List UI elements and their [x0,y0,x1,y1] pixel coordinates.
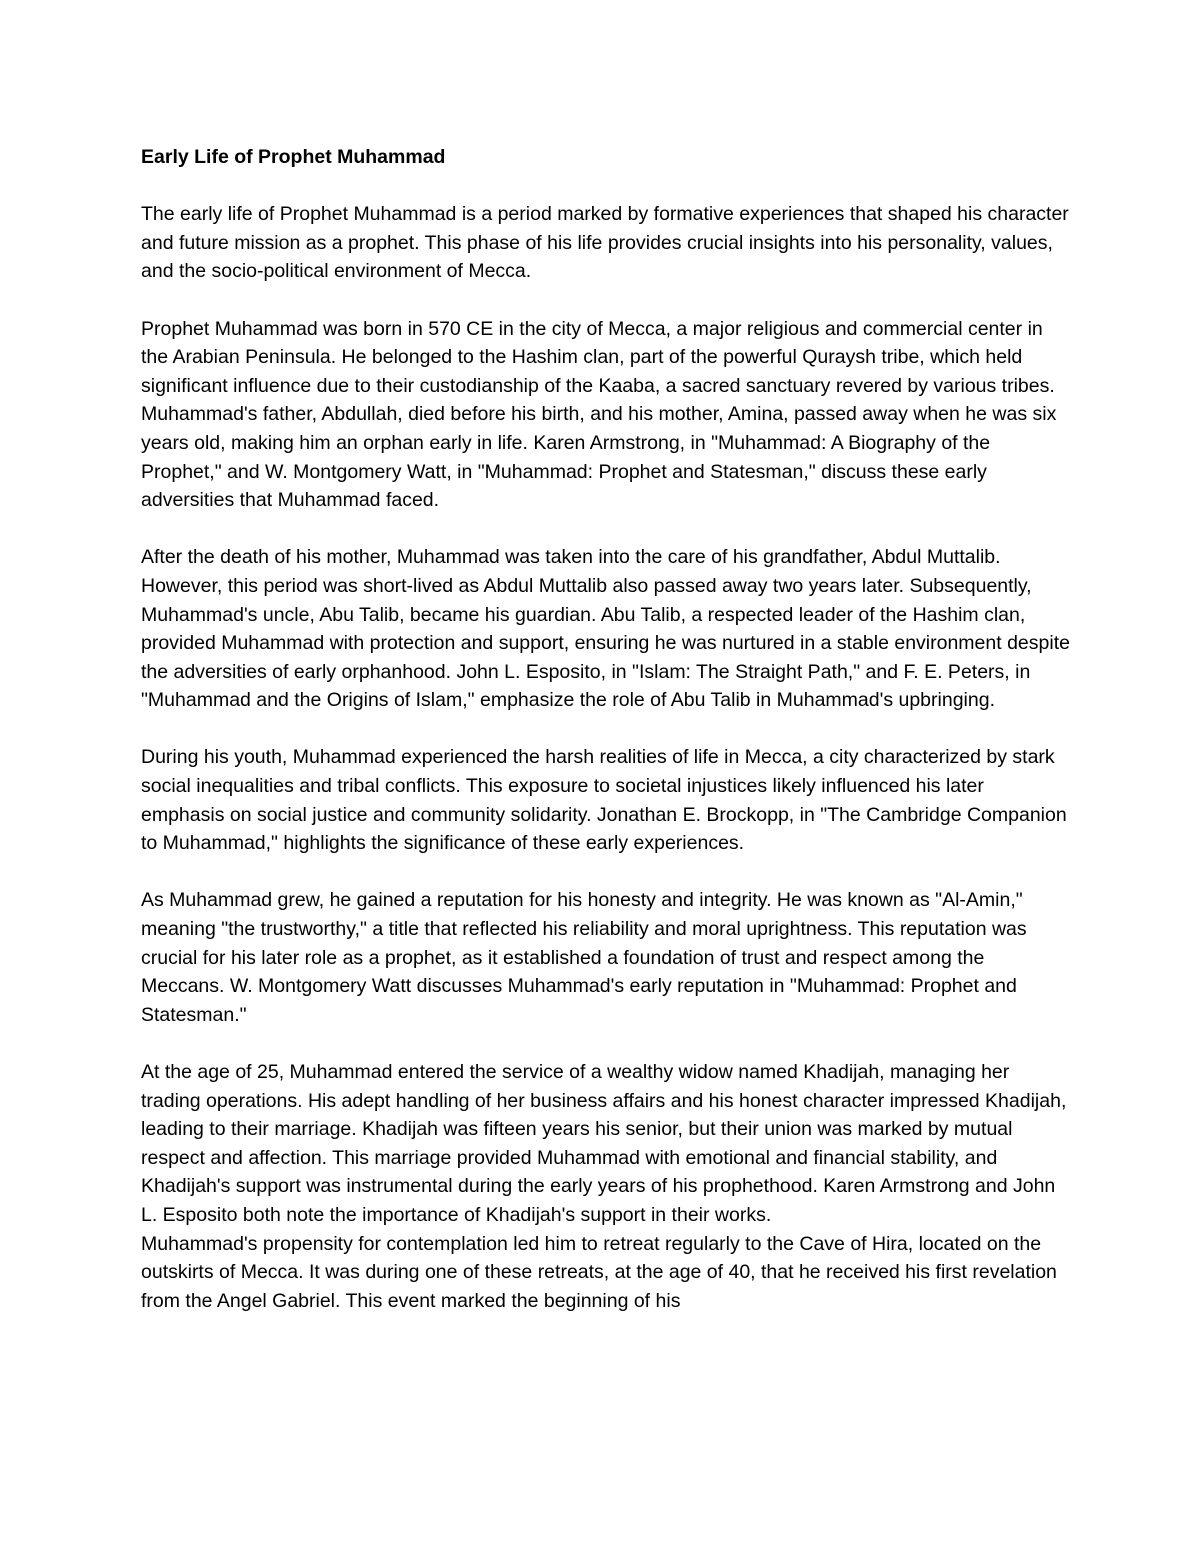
paragraph-marriage: At the age of 25, Muhammad entered the service of a wealthy widow named Khadijah, managing her trading operations. His adept handling of her business affairs and his honest character impressed Khadijah, leading to their marriage. Khadijah was fifteen years his senior, but their union was marked by mutual respect and affection. This marriage provided Muhammad with emotional and financial stability, and Khadijah's support was instrumental during the early years of his prophethood. Karen Armstrong and John L. Esposito both note the importance of Khadijah's support in their works. [141,1061,1067,1226]
paragraph-birth: Prophet Muhammad was born in 570 CE in the city of Mecca, a major religious and commercial center in the Arabian Peninsula. He belonged to the Hashim clan, part of the powerful Quraysh tribe, which held significant influence due to their custodianship of the Kaaba, a sacred sanctuary revered by various tribes. Muhammad's father, Abdullah, died before his birth, and his mother, Amina, passed away when he was six years old, making him an orphan early in life. Karen Armstrong, in "Muhammad: A Biography of the Prophet," and W. Montgomery Watt, in "Muhammad: Prophet and Statesman," discuss these early adversities that Muhammad faced. [141,317,1057,512]
document-title: Early Life of Prophet Muhammad [141,146,446,168]
paragraph-guardianship: After the death of his mother, Muhammad was taken into the care of his grandfather, Abdul Muttalib. However, this period was short-lived as Abdul Muttalib also passed away two years later. Subsequently, Muhammad's uncle, Abu Talib, became his guardian. Abu Talib, a respected leader of the Hashim clan, provided Muhammad with protection and support, ensuring he was nurtured in a stable environment despite the adversities of early orphanhood. John L. Esposito, in "Islam: The Straight Path," and F. E. Peters, in "Muhammad and the Origins of Islam," emphasize the role of Abu Talib in Muhammad's upbringing. [141,546,1070,712]
paragraph-reputation: As Muhammad grew, he gained a reputation for his honesty and integrity. He was known as "Al-Amin," meaning "the trustworthy," a title that reflected his reliability and moral uprightness. This reputation was crucial for his later role as a prophet, as it established a foundation of trust and respect among the Meccans. W. Montgomery Watt discusses Muhammad's early reputation in "Muhammad: Prophet and Statesman." [141,889,1027,1026]
paragraph-intro: The early life of Prophet Muhammad is a period marked by formative experiences that shaped his character and future mission as a prophet. This phase of his life provides crucial insights into his personality, values, and the socio-political environment of Mecca. [141,203,1069,283]
paragraph-revelation: Muhammad's propensity for contemplation led him to retreat regularly to the Cave of Hira, located on the outskirts of Mecca. It was during one of these retreats, at the age of 40, that he received his first revelation from the Angel Gabriel. This event marked the beginning of his [141,1232,1057,1312]
document-body [141,143,1071,1315]
paragraph-youth: During his youth, Muhammad experienced the harsh realities of life in Mecca, a city characterized by stark social inequalities and tribal conflicts. This exposure to societal injustices likely influenced his later emphasis on social justice and community solidarity. Jonathan E. Brockopp, in "The Cambridge Companion to Muhammad," highlights the significance of these early experiences. [141,746,1067,855]
